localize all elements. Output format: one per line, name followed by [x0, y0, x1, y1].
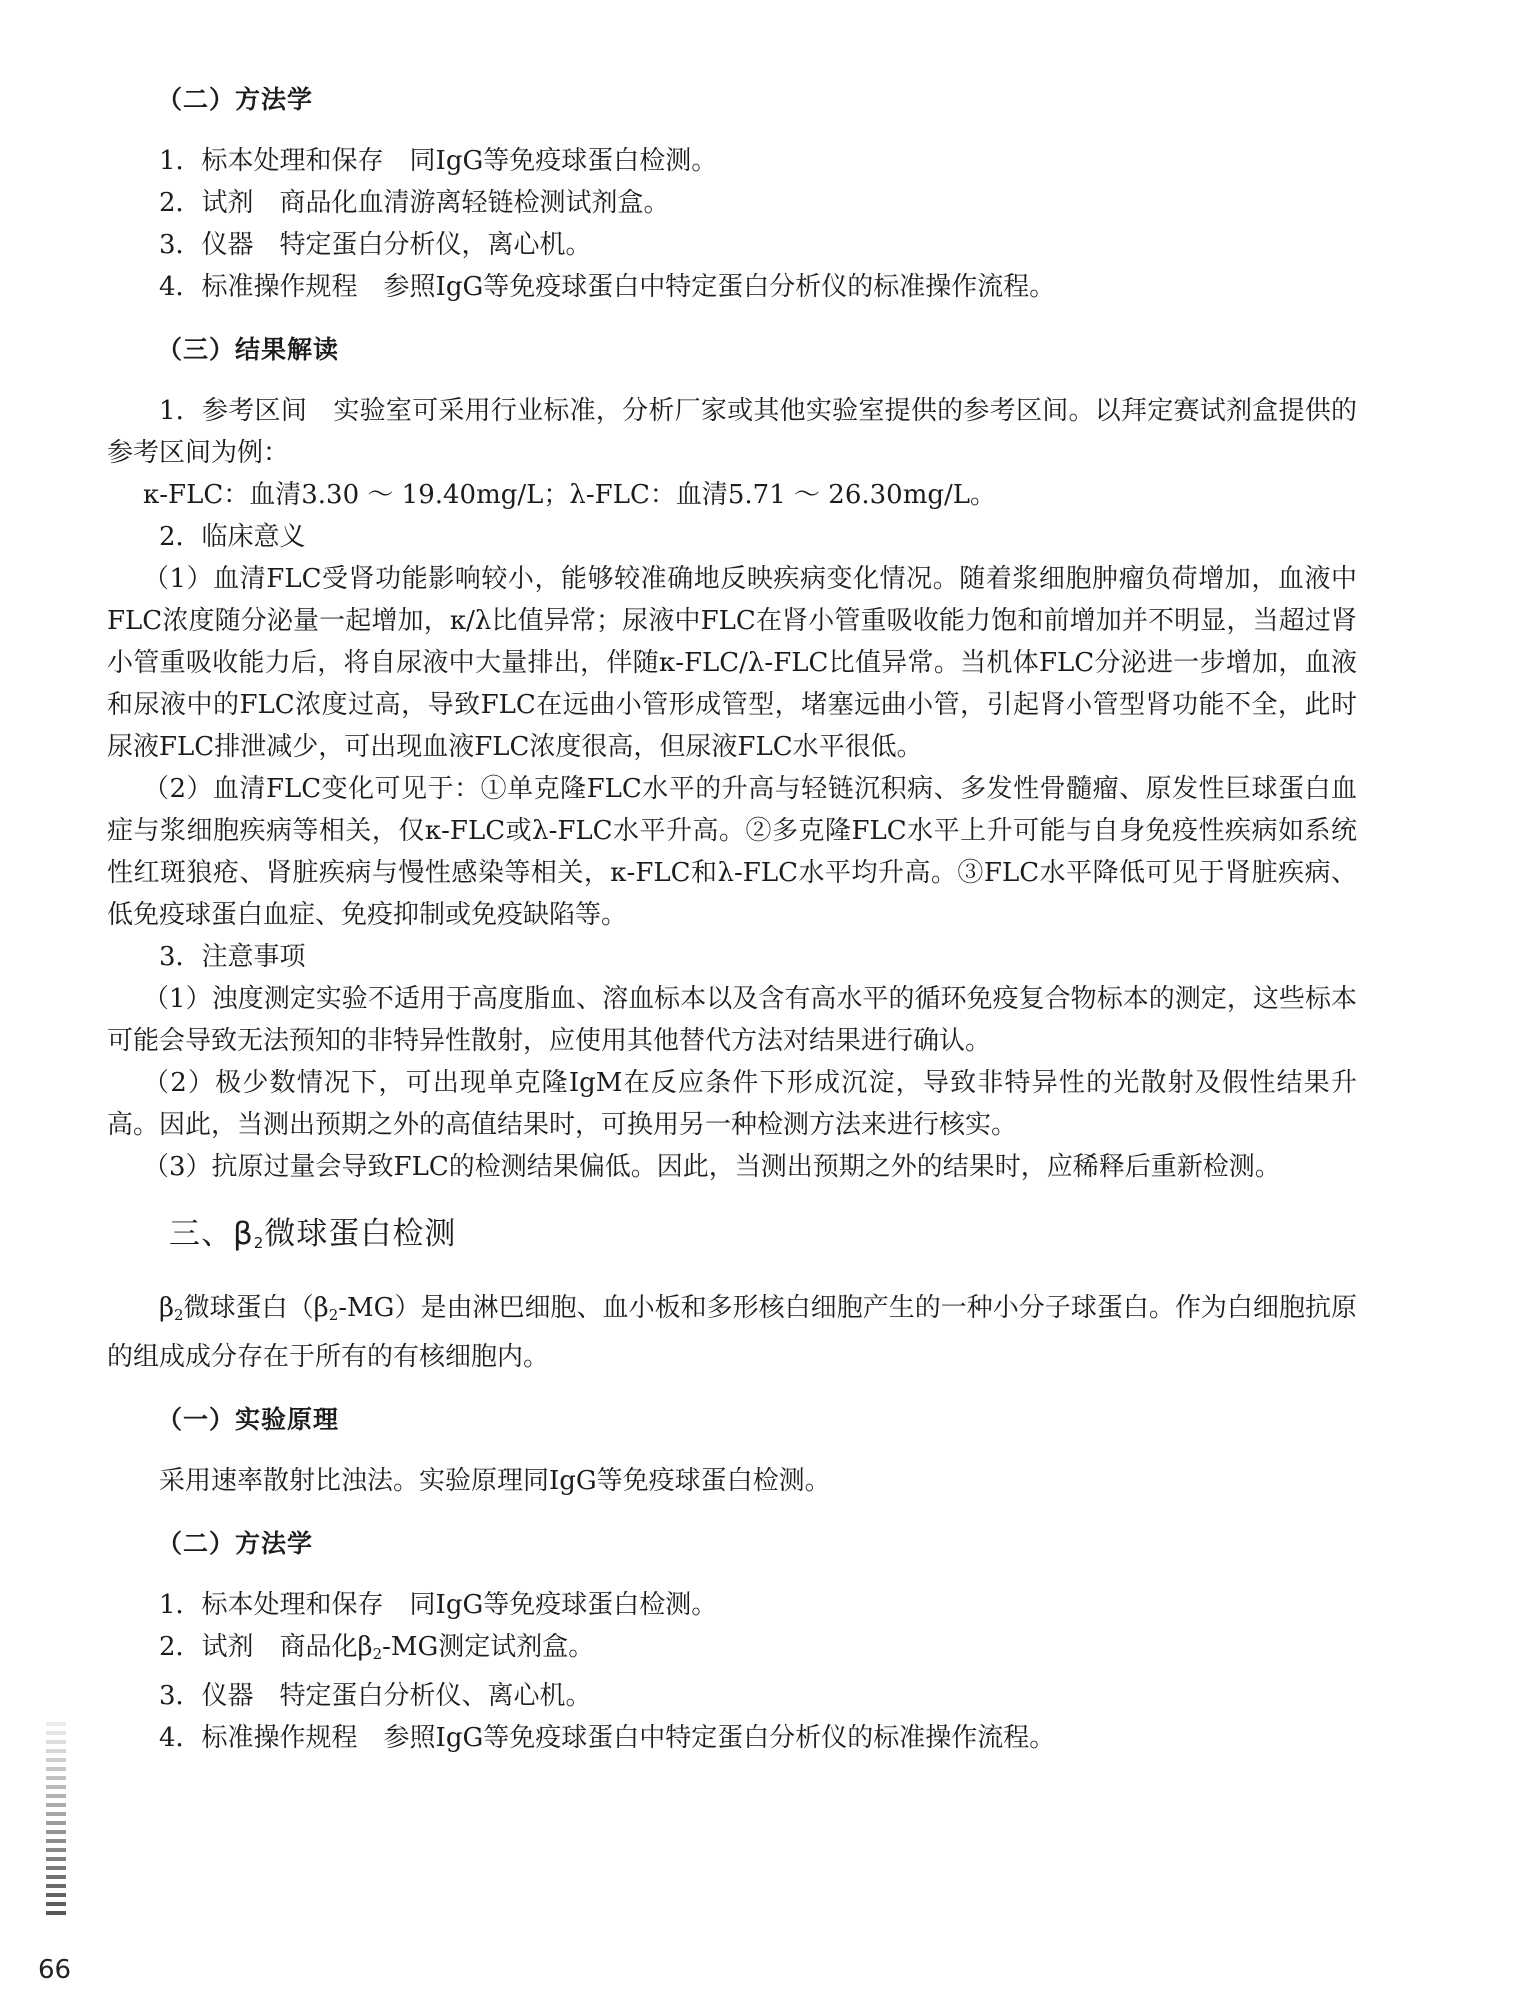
- edge-tick: [46, 1812, 66, 1816]
- edge-tick: [46, 1839, 66, 1843]
- method2-item-1: 1．标本处理和保存 同IgG等免疫球蛋白检测。: [159, 1590, 718, 1620]
- edge-tick: [46, 1830, 66, 1834]
- edge-tick: [46, 1749, 66, 1753]
- edge-tick: [46, 1884, 66, 1888]
- edge-tick: [46, 1776, 66, 1780]
- method-item-2: 2．试剂 商品化血清游离轻链检测试剂盒。: [159, 188, 670, 218]
- edge-tick: [46, 1722, 66, 1726]
- edge-tick: [46, 1821, 66, 1825]
- edge-tick: [46, 1740, 66, 1744]
- edge-tick: [46, 1758, 66, 1762]
- page-content: [107, 80, 1357, 1759]
- section-heading-methods: （二）方法学: [157, 85, 314, 114]
- principle-text: 采用速率散射比浊法。实验原理同IgG等免疫球蛋白检测。: [159, 1466, 831, 1496]
- section-heading-principle: （一）实验原理: [157, 1405, 340, 1434]
- edge-tick: [46, 1893, 66, 1897]
- reference-range-paragraph: 1．参考区间 实验室可采用行业标准，分析厂家或其他实验室提供的参考区间。以拜定赛试剂盒提供的参考区间为例：: [107, 396, 1357, 468]
- method-item-4: 4．标准操作规程 参照IgG等免疫球蛋白中特定蛋白分析仪的标准操作流程。: [159, 272, 1056, 302]
- section-title-b2-microglobulin: 三、$\beta_2$微球蛋白检测: [169, 1216, 457, 1252]
- edge-tick: [46, 1785, 66, 1789]
- notes-paragraph-2: （2）极少数情况下，可出现单克隆IgM在反应条件下形成沉淀，导致非特异性的光散射及假性结果升高。因此，当测出预期之外的高值结果时，可换用另一种检测方法来进行核实。: [107, 1068, 1357, 1140]
- edge-tick: [46, 1767, 66, 1771]
- clinical-paragraph-2: （2）血清FLC变化可见于：①单克隆FLC水平的升高与轻链沉积病、多发性骨髓瘤、原发性巨球蛋白血症与浆细胞疾病等相关，仅κ-FLC或λ-FLC水平升高。②多克隆FLC水平上升可能与自身免疫性疾病如系统性红斑狼疮、肾脏疾病与慢性感染等相关，κ-FLC和λ-FLC水平均升高。③FLC水平降低可见于肾脏疾病、低免疫球蛋白血症、免疫抑制或免疫缺陷等。: [107, 774, 1357, 930]
- method2-item-3: 3．仪器 特定蛋白分析仪、离心机。: [159, 1681, 592, 1711]
- edge-tick: [46, 1911, 66, 1915]
- reference-range-values: κ-FLC：血清3.30 ～ 19.40mg/L；λ-FLC：血清5.71 ～ 26.30mg/L。: [143, 480, 997, 510]
- section-heading-methods-2: （二）方法学: [157, 1529, 314, 1558]
- page-number: 66: [38, 1955, 72, 1985]
- edge-tick: [46, 1848, 66, 1852]
- method-item-3: 3．仪器 特定蛋白分析仪，离心机。: [159, 230, 592, 260]
- section-heading-results: （三）结果解读: [157, 335, 340, 364]
- method2-item-2: 2．试剂 商品化$\beta_2-MG$测定试剂盒。: [159, 1632, 595, 1663]
- clinical-paragraph-1: （1）血清FLC受肾功能影响较小，能够较准确地反映疾病变化情况。随着浆细胞肿瘤负荷增加，血液中FLC浓度随分泌量一起增加，κ/λ比值异常；尿液中FLC在肾小管重吸收能力饱和前增加并不明显，当超过肾小管重吸收能力后，将自尿液中大量排出，伴随κ-FLC/λ-FLC比值异常。当机体FLC分泌进一步增加，血液和尿液中的FLC浓度过高，导致FLC在远曲小管形成管型，堵塞远曲小管，引起肾小管型肾功能不全，此时尿液FLC排泄减少，可出现血液FLC浓度很高，但尿液FLC水平很低。: [107, 564, 1357, 762]
- b2mg-intro-paragraph: $\beta_2$微球蛋白$(\beta_2-MG)$是由淋巴细胞、血小板和多形核白细胞产生的一种小分子球蛋白。作为白细胞抗原的组成成分存在于所有的有核细胞内。: [107, 1293, 1357, 1372]
- notes-title: 3．注意事项: [159, 942, 306, 972]
- edge-tick: [46, 1866, 66, 1870]
- edge-tick: [46, 1731, 66, 1735]
- method2-item-4: 4．标准操作规程 参照IgG等免疫球蛋白中特定蛋白分析仪的标准操作流程。: [159, 1723, 1056, 1753]
- page-edge-gradient-bar: [46, 1722, 66, 1927]
- edge-tick: [46, 1902, 66, 1906]
- edge-tick: [46, 1794, 66, 1798]
- notes-paragraph-1: （1）浊度测定实验不适用于高度脂血、溶血标本以及含有高水平的循环免疫复合物标本的测定，这些标本可能会导致无法预知的非特异性散射，应使用其他替代方法对结果进行确认。: [107, 984, 1357, 1056]
- edge-tick: [46, 1803, 66, 1807]
- clinical-significance-title: 2．临床意义: [159, 522, 306, 552]
- edge-tick: [46, 1875, 66, 1879]
- notes-paragraph-3: （3）抗原过量会导致FLC的检测结果偏低。因此，当测出预期之外的结果时，应稀释后重新检测。: [143, 1152, 1281, 1182]
- edge-tick: [46, 1857, 66, 1861]
- method-item-1: 1．标本处理和保存 同IgG等免疫球蛋白检测。: [159, 146, 718, 176]
